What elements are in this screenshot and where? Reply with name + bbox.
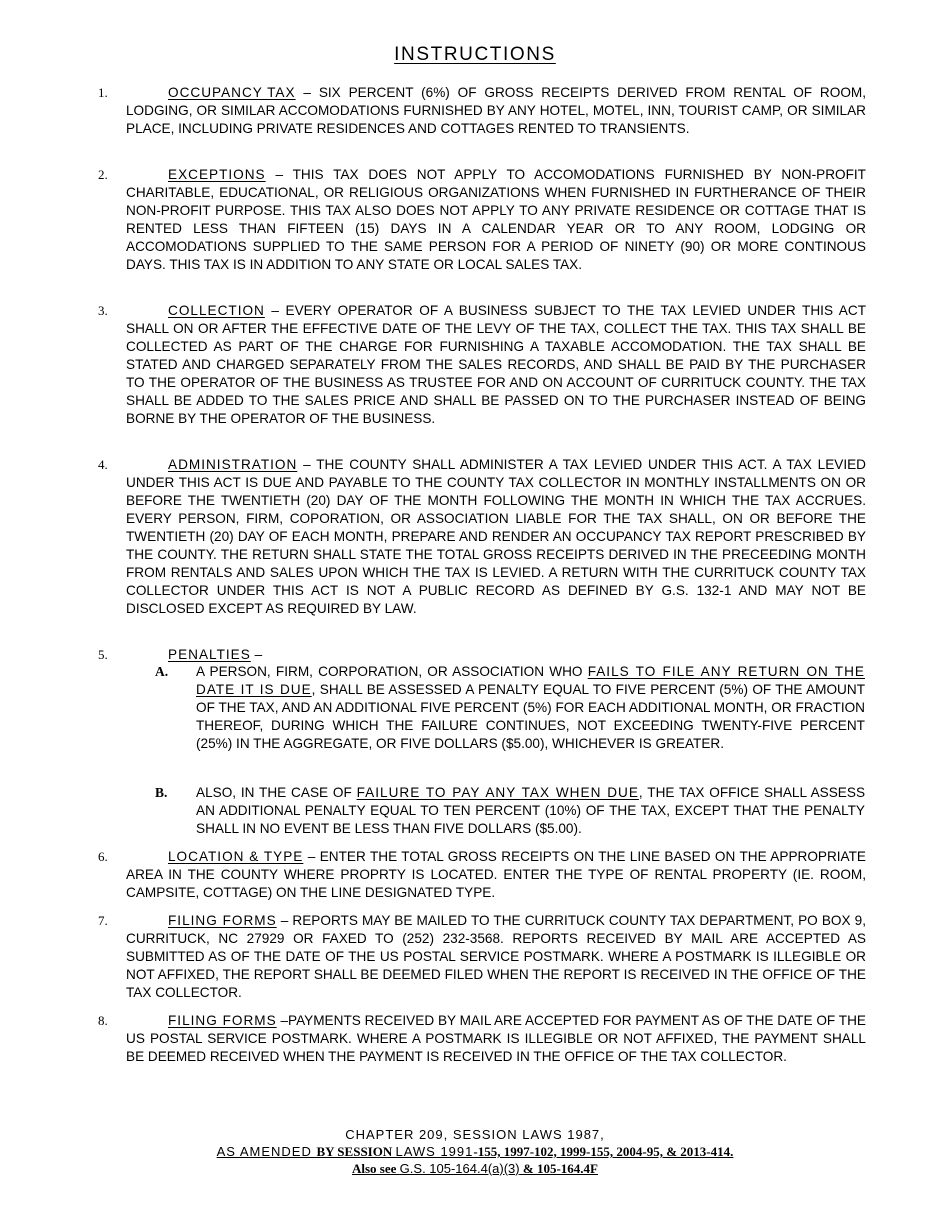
penalty-text: , SHALL BE ASSESSED A PENALTY EQUAL TO FIVE PERCENT (5%) OF THE AMOUNT OF THE TAX, AND AN ADDITIONAL FIVE PERCENT (5%) FOR EACH ADDITIONAL MONTH, OR FRACTION THEREOF, DURING WHICH THE FAILURE CONTINUES, NOT EXCEEDING TWENTY-FIVE PERCENT (25%) IN THE AGGREGATE, OR FIVE DOLLARS ($5.00), WHICHEVER IS GREATER. xyxy=(196,682,865,751)
footer-citation xyxy=(0,1126,950,1177)
instruction-item-4 xyxy=(98,456,866,618)
penalty-label: B. xyxy=(155,785,168,800)
penalty-b xyxy=(155,784,865,838)
item-heading: FILING FORMS xyxy=(168,913,277,928)
item-heading: OCCUPANCY TAX xyxy=(168,85,296,100)
penalty-text: , THE TAX OFFICE SHALL ASSESS AN ADDITIONAL PENALTY EQUAL TO TEN PERCENT (10%) OF THE TAX, EXCEPT THAT THE PENALTY SHALL IN NO EVENT BE LESS THAN FIVE DOLLARS ($5.00). xyxy=(196,785,866,836)
item-number: 1. xyxy=(98,85,108,100)
item-heading: COLLECTION xyxy=(168,303,265,318)
item-heading: EXCEPTIONS xyxy=(168,167,266,182)
penalty-emphasis: FAILURE TO PAY ANY TAX WHEN DUE xyxy=(356,785,639,800)
footer-text: AS AMENDED xyxy=(216,1144,317,1159)
item-number: 6. xyxy=(98,849,108,864)
footer-text: G.S. 105-164.4(a)(3) xyxy=(399,1161,520,1176)
item-heading: ADMINISTRATION xyxy=(168,457,298,472)
penalty-text: ALSO, IN THE CASE OF xyxy=(196,785,357,800)
penalty-emphasis: FAILS TO FILE ANY RETURN ON THE DATE IT IS DUE xyxy=(196,664,865,697)
penalty-label: A. xyxy=(155,664,169,679)
item-number: 4. xyxy=(98,457,108,472)
item-text: – SIX PERCENT (6%) OF GROSS RECEIPTS DERIVED FROM RENTAL OF ROOM, LODGING, OR SIMILAR ACCOMODATIONS FURNISHED BY ANY HOTEL, MOTEL, INN, TOURIST CAMP, OR SIMILAR PLACE, INCLUDING PRIVATE RESIDENCES AND COTTAGES RENTED TO TRANSIENTS. xyxy=(126,85,866,136)
footer-text: -155, 1997-102, 1999-155, 2004-95, & 2013-414. xyxy=(473,1144,734,1159)
instruction-item-6 xyxy=(98,848,866,902)
item-heading: LOCATION & TYPE xyxy=(168,849,304,864)
item-number: 5. xyxy=(98,647,108,662)
item-text: – xyxy=(250,647,263,662)
item-text: –PAYMENTS RECEIVED BY MAIL ARE ACCEPTED FOR PAYMENT AS OF THE DATE OF THE US POSTAL SERVICE POSTMARK. WHERE A POSTMARK IS ILLEGIBLE OR NOT AFFIXED, THE PAYMENT SHALL BE DEEMED RECEIVED WHEN THE PAYMENT IS RECEIVED IN THE OFFICE OF THE TAX COLLECTOR. xyxy=(126,1013,866,1064)
item-text: – ENTER THE TOTAL GROSS RECEIPTS ON THE LINE BASED ON THE APPROPRIATE AREA IN THE COUNTY WHERE PROPRTY IS LOCATED. ENTER THE TYPE OF RENTAL PROPERTY (IE. ROOM, CAMPSITE, COTTAGE) ON THE LINE DESIGNATED TYPE. xyxy=(126,849,866,900)
penalty-a xyxy=(155,663,865,753)
footer-text: & 105-164.4F xyxy=(519,1161,598,1176)
item-text: – THIS TAX DOES NOT APPLY TO ACCOMODATIONS FURNISHED BY NON-PROFIT CHARITABLE, EDUCATIONAL, OR RELIGIOUS ORGANIZATIONS WHEN FURNISHED IN FURTHERANCE OF THEIR NON-PROFIT PURPOSE. THIS TAX ALSO DOES NOT APPLY TO ANY PRIVATE RESIDENCE OR COTTAGE THAT IS RENTED LESS THAN FIFTEEN (15) DAYS IN A CALENDAR YEAR OR TO ANY ROOM, LODGING OR ACCOMODATIONS SUPPLIED TO THE SAME PERSON FOR A PERIOD OF NINETY (90) OR MORE CONTINOUS DAYS. THIS TAX IS IN ADDITION TO ANY STATE OR LOCAL SALES TAX. xyxy=(126,167,866,272)
footer-text: Also see xyxy=(352,1161,400,1176)
instruction-item-5 xyxy=(98,646,866,664)
item-heading: FILING FORMS xyxy=(168,1013,277,1028)
item-number: 7. xyxy=(98,913,108,928)
item-number: 2. xyxy=(98,167,108,182)
penalty-text: A PERSON, FIRM, CORPORATION, OR ASSOCIATION WHO xyxy=(196,664,588,679)
instruction-item-1 xyxy=(98,84,866,138)
instruction-item-8 xyxy=(98,1012,866,1066)
instruction-item-2 xyxy=(98,166,866,274)
item-text: – THE COUNTY SHALL ADMINISTER A TAX LEVIED UNDER THIS ACT. A TAX LEVIED UNDER THIS ACT IS DUE AND PAYABLE TO THE COUNTY TAX COLLECTOR IN MONTHLY INSTALLMENTS ON OR BEFORE THE TWENTIETH (20) DAY OF THE MONTH FOLLOWING THE MONTH IN WHICH THE TAX ACCRUES. EVERY PERSON, FIRM, COPORATION, OR ASSOCIATION LIABLE FOR THE TAX SHALL, ON OR BEFORE THE TWENTIETH (20) DAY OF EACH MONTH, PREPARE AND RENDER AN OCCUPANCY TAX REPORT PRESCRIBED BY THE COUNTY. THE RETURN SHALL STATE THE TOTAL GROSS RECEIPTS DERIVED IN THE PRECEEDING MONTH FROM RENTALS AND SALES UPON WHICH THE TAX IS LEVIED. A RETURN WITH THE CURRITUCK COUNTY TAX COLLECTOR UNDER THIS ACT IS NOT A PUBLIC RECORD AS DEFINED BY G.S. 132-1 AND MAY NOT BE DISCLOSED EXCEPT AS REQUIRED BY LAW. xyxy=(126,457,866,616)
footer-line-3 xyxy=(0,1160,950,1177)
footer-line-2 xyxy=(0,1143,950,1160)
footer-text: BY SESSION xyxy=(316,1144,396,1159)
item-text: – REPORTS MAY BE MAILED TO THE CURRITUCK COUNTY TAX DEPARTMENT, PO BOX 9, CURRITUCK, NC 27929 OR FAXED TO (252) 232-3568. REPORTS RECEIVED BY MAIL ARE ACCEPTED AS SUBMITTED AS OF THE DATE OF THE US POSTAL SERVICE POSTMARK. WHERE A POSTMARK IS ILLEGIBLE OR NOT AFFIXED, THE REPORT SHALL BE DEEMED FILED WHEN THE REPORT IS RECEIVED IN THE OFFICE OF THE TAX COLLECTOR. xyxy=(126,913,866,1000)
item-text: – EVERY OPERATOR OF A BUSINESS SUBJECT TO THE TAX LEVIED UNDER THIS ACT SHALL ON OR AFTER THE EFFECTIVE DATE OF THE LEVY OF THE TAX, COLLECT THE TAX. THIS TAX SHALL BE COLLECTED AS PART OF THE CHARGE FOR FURNISHING A TAXABLE ACCOMODATION. THE TAX SHALL BE STATED AND CHARGED SEPARATELY FROM THE SALES RECORDS, AND SHALL BE PAID BY THE PURCHASER TO THE OPERATOR OF THE BUSINESS AS TRUSTEE FOR AND ON ACCOUNT OF CURRITUCK COUNTY. THE TAX SHALL BE ADDED TO THE SALES PRICE AND SHALL BE PASSED ON TO THE PURCHASER INSTEAD OF BEING BORNE BY THE OPERATOR OF THE BUSINESS. xyxy=(126,303,866,426)
instruction-item-3 xyxy=(98,302,866,428)
footer-line-1: CHAPTER 209, SESSION LAWS 1987, xyxy=(345,1127,605,1142)
page-title: INSTRUCTIONS xyxy=(394,44,556,65)
item-heading: PENALTIES xyxy=(168,647,251,662)
instruction-item-7 xyxy=(98,912,866,1002)
footer-text: LAWS 1991 xyxy=(395,1144,474,1159)
item-number: 3. xyxy=(98,303,108,318)
item-number: 8. xyxy=(98,1013,108,1028)
